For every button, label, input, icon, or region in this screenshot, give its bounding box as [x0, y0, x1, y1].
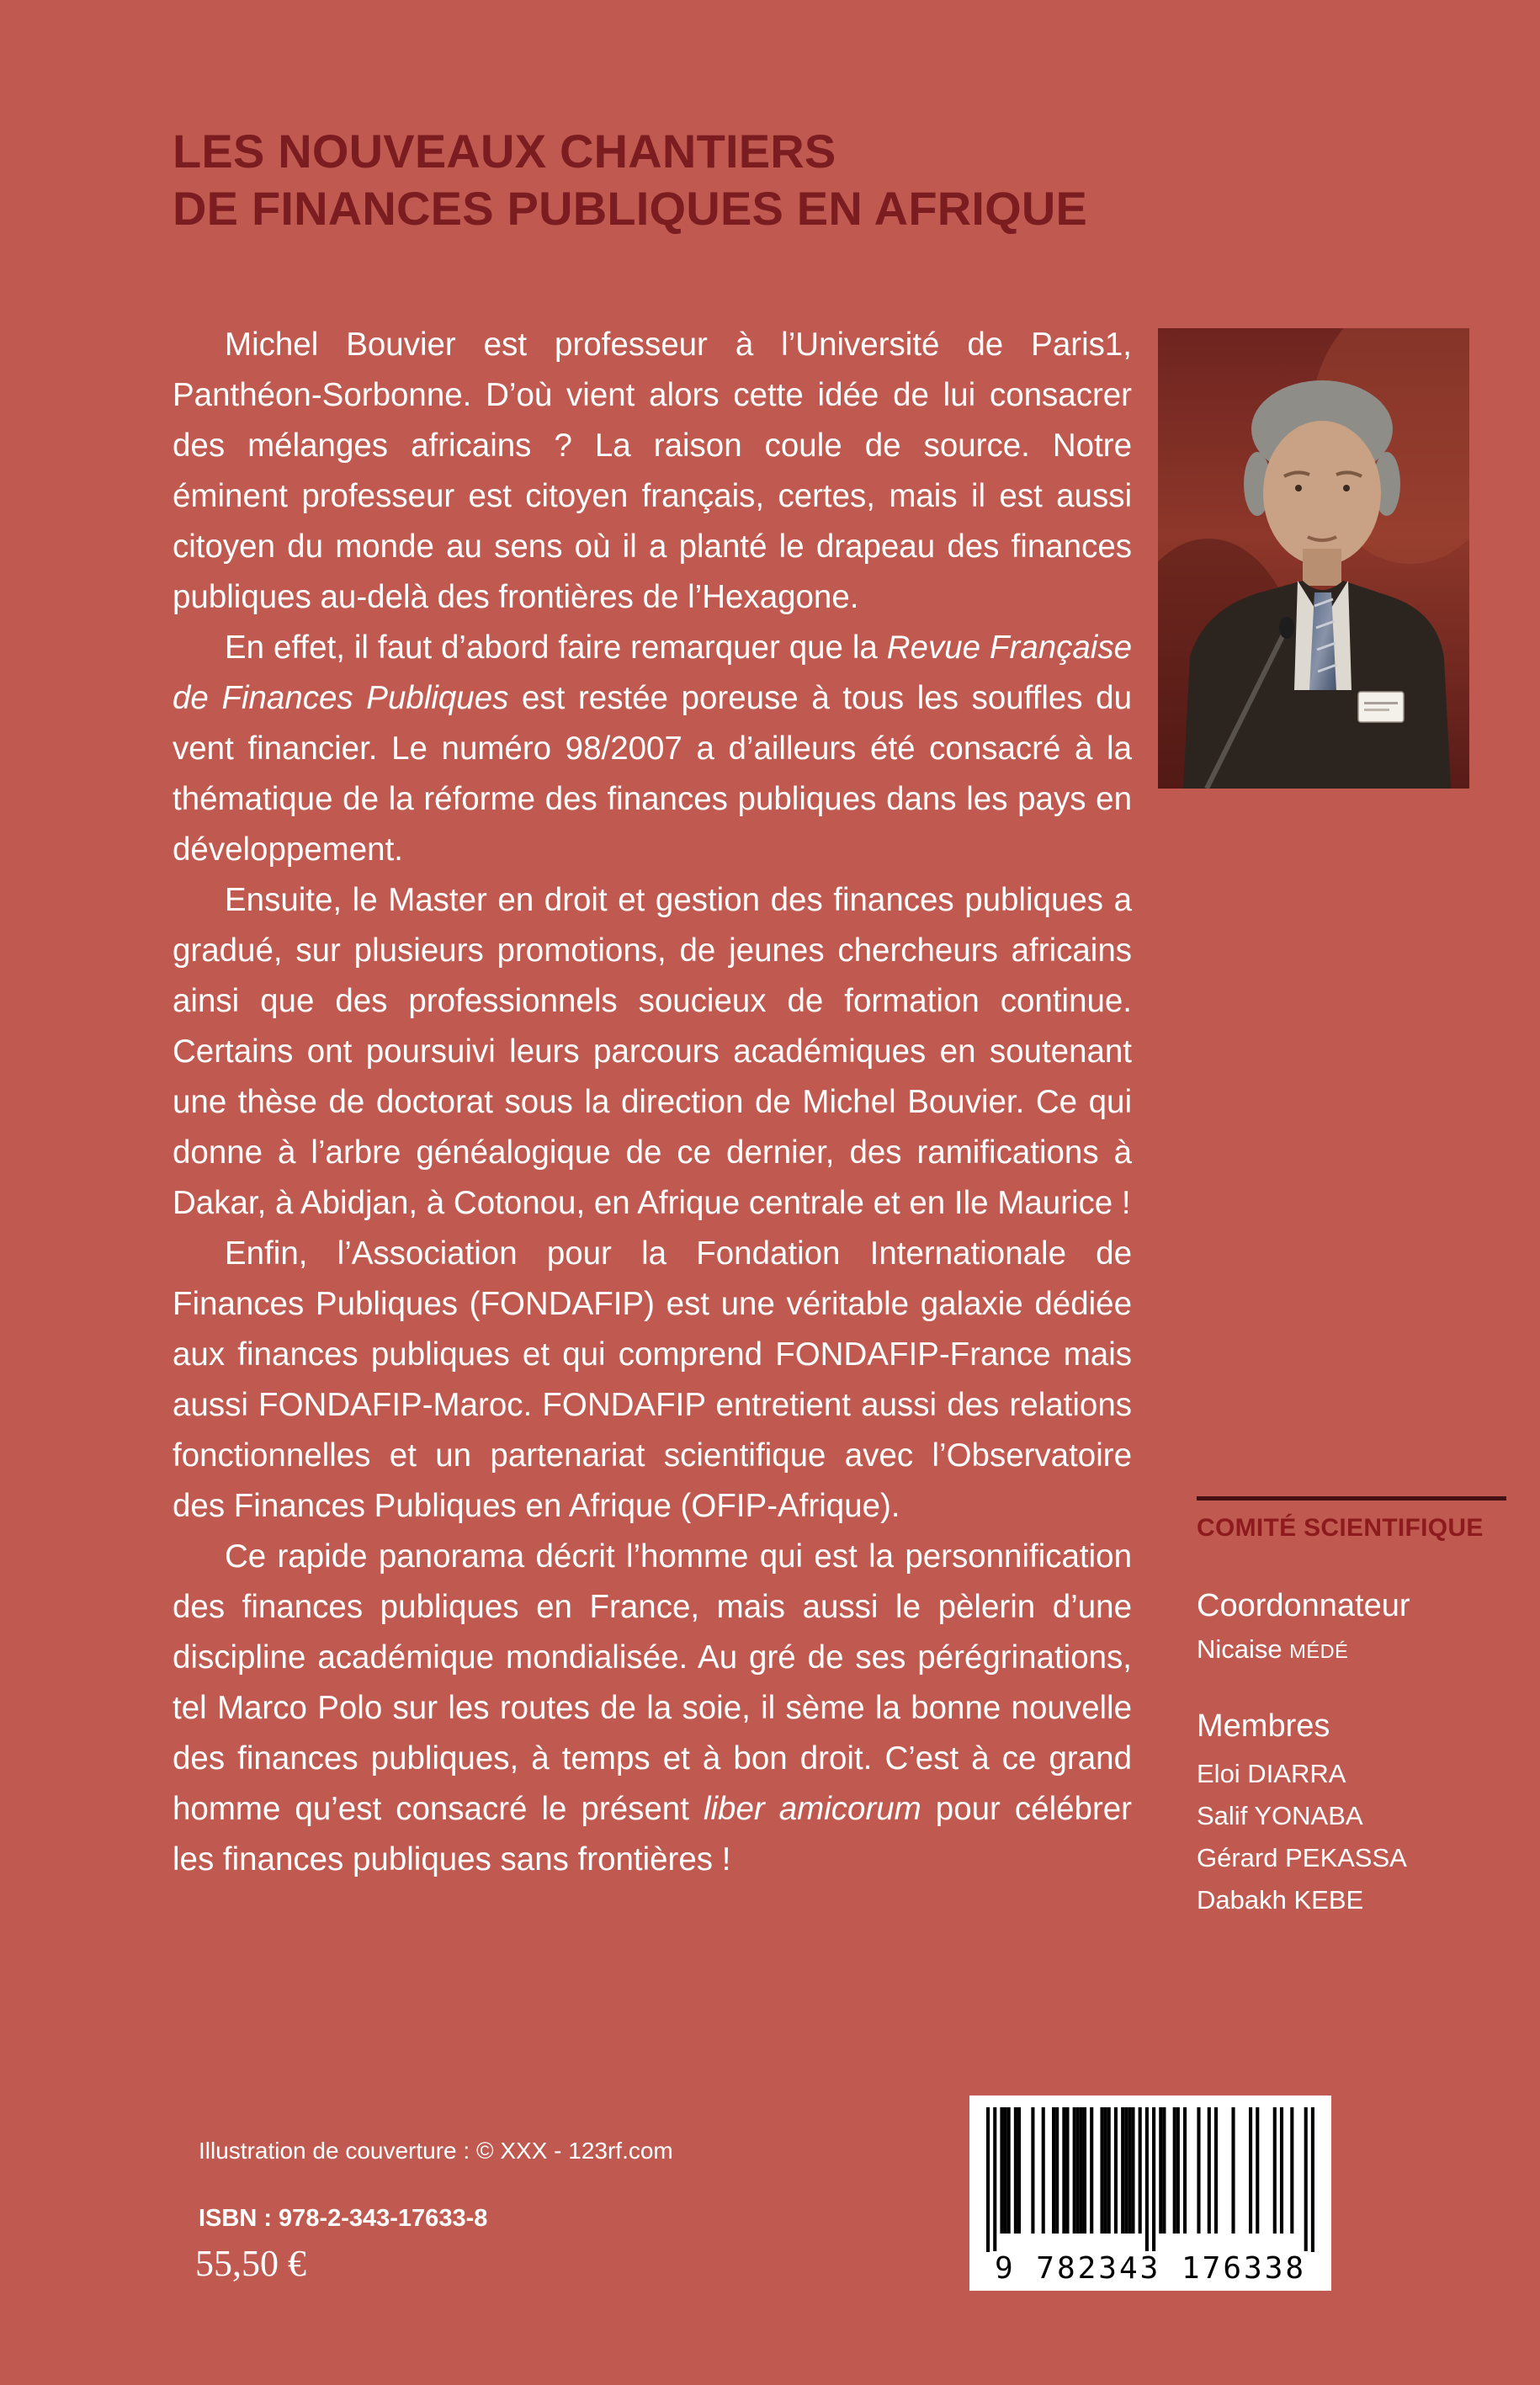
book-title — [173, 123, 1087, 237]
paragraph-4: Enfin, l’Association pour la Fondation Internationale de Finances Publiques (FONDAFIP) est une véritable galaxie dédiée aux finances publiques et qui comprend FONDAFIP-France mais aussi FONDAFIP-Maroc. FONDAFIP entretient aussi des relations fonctionnelles et un partenariat scientifique avec l’Observatoire des Finances Publiques en Afrique (OFIP-Afrique). — [173, 1235, 1132, 1524]
book-title-line-2: DE FINANCES PUBLIQUES EN AFRIQUE — [173, 182, 1088, 235]
members-list — [1197, 1753, 1506, 1921]
cover-illustration-credit: Illustration de couverture : © XXX - 123rf.com — [199, 2138, 673, 2164]
portrait-photo — [1158, 328, 1469, 789]
ean-barcode — [969, 2096, 1331, 2291]
paragraph-5-text-end: pour célébrer les finances publiques sans frontières ! — [173, 1791, 1133, 1878]
coordinator-name — [1197, 1634, 1506, 1665]
member-name: Eloi DIARRA — [1197, 1759, 1346, 1788]
committee-heading: COMITÉ SCIENTIFIQUE — [1197, 1514, 1484, 1542]
members-label: Membres — [1197, 1708, 1330, 1744]
paragraph-1: Michel Bouvier est professeur à l’Université de Paris1, Panthéon-Sorbonne. D’où vient alors cette idée de lui consacrer des mélanges africains ? La raison coule de source. Notre éminent professeur est citoyen français, certes, mais il est aussi citoyen du monde au sens où il a planté le drapeau des finances publiques au-delà des frontières de l’Hexagone. — [173, 327, 1132, 615]
barcode-number — [969, 2251, 1331, 2286]
paragraph-2 — [173, 623, 1132, 875]
paragraph-5 — [173, 1532, 1132, 1885]
back-cover-text — [173, 320, 1132, 1885]
paragraph-5-text: Ce rapide panorama décrit l’homme qui est la personnification des finances publiques en France, mais aussi le pèlerin d’une discipline académique mondialisée. Au gré de ses pérégrinations, tel Marco Polo sur les routes de la soie, il sème la bonne nouvelle des finances publiques, à temps et à bon droit. C’est à ce grand homme qu’est consacré le présent — [173, 1538, 1132, 1827]
committee-divider — [1197, 1496, 1506, 1501]
barcode-number-text: 9 782343 176338 — [991, 2251, 1309, 2286]
book-title-line-1: LES NOUVEAUX CHANTIERS — [173, 125, 836, 178]
scientific-committee — [1197, 1496, 1506, 1921]
journal-title-italic: Revue Française de Finances Publiques — [173, 629, 1132, 716]
member-name: Gérard PEKASSA — [1197, 1843, 1407, 1872]
member-name: Salif YONABA — [1197, 1801, 1363, 1830]
coordinator-label: Coordonnateur — [1197, 1588, 1410, 1623]
coordinator-last-name: MÉDÉ — [1289, 1640, 1349, 1662]
liber-amicorum-italic: liber amicorum — [703, 1791, 921, 1827]
isbn-number: ISBN : 978-2-343-17633-8 — [199, 2205, 488, 2232]
paragraph-3: Ensuite, le Master en droit et gestion des finances publiques a gradué, sur plusieurs promotions, de jeunes chercheurs africains ainsi que des professionnels soucieux de formation continue. Certains ont poursuivi leurs parcours académiques en soutenant une thèse de doctorat sous la direction de Michel Bouvier. Ce qui donne à l’arbre généalogique de ce dernier, des ramifications à Dakar, à Abidjan, à Cotonou, en Afrique centrale et en Ile Maurice ! — [173, 882, 1132, 1221]
member-name: Dabakh KEBE — [1197, 1885, 1364, 1915]
paragraph-2-text-end: est restée poreuse à tous les souffles du vent financier. Le numéro 98/2007 a d’ailleurs été consacré à la thématique de la réforme des finances publiques dans les pays en développement. — [173, 680, 1132, 868]
paragraph-2-text: En effet, il faut d’abord faire remarquer que la — [225, 629, 887, 666]
price: 55,50 € — [195, 2243, 306, 2284]
barcode-bars — [986, 2107, 1314, 2259]
coordinator-first-name: Nicaise — [1197, 1634, 1290, 1664]
